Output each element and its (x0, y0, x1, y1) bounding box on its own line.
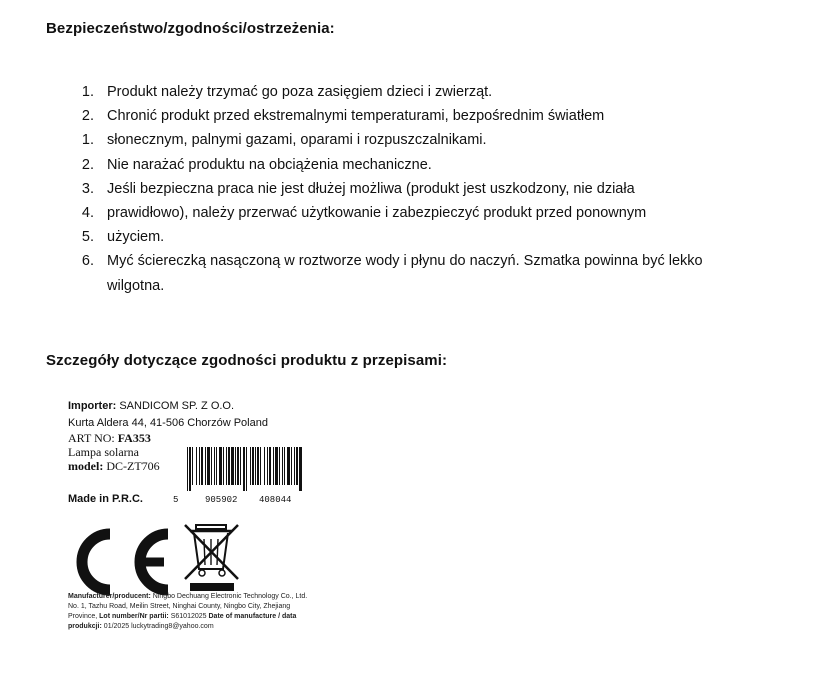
barcode-bar (299, 447, 302, 491)
barcode-bar (275, 447, 278, 485)
list-item (0, 274, 827, 298)
barcode-bar (264, 447, 265, 485)
barcode-bar (260, 447, 261, 485)
barcode-bar (291, 447, 292, 485)
barcode-bar (294, 447, 295, 485)
model-line (68, 459, 160, 474)
barcode-bar (228, 447, 230, 485)
barcode-bar (214, 447, 215, 485)
list-item-text: słonecznym, palnymi gazami, oparami i rozpuszczalnikami. (107, 132, 487, 149)
barcode-bar (207, 447, 210, 485)
barcode-right-digits: 408044 (259, 495, 292, 505)
barcode-bar (223, 447, 224, 485)
list-item (0, 225, 827, 249)
barcode-bar (226, 447, 227, 485)
barcode-bar (211, 447, 212, 485)
lot-key: Lot number/Nr partii: (99, 613, 169, 620)
barcode-bar (187, 447, 188, 491)
barcode-bar (231, 447, 234, 485)
list-item (0, 249, 827, 273)
manufacturer-value: Ningbo Dechuang Electronic Technology Co., Ltd. No. 1, Tazhu Road, Meilin Street, Ninghai County, Ningbo City, Zhejiang Province, (68, 593, 308, 620)
barcode-bar (269, 447, 271, 485)
barcode (173, 447, 303, 515)
list-item-number: 3. (81, 180, 94, 197)
barcode-bar (192, 447, 193, 485)
list-item-text: Jeśli bezpieczna praca nie jest dłużej możliwa (produkt jest uszkodzony, nie działa (107, 180, 635, 197)
barcode-bar (240, 447, 241, 485)
barcode-left-digits: 905902 (205, 495, 238, 505)
list-item (0, 80, 827, 104)
list-item (0, 201, 827, 225)
barcode-bar (216, 447, 217, 485)
compliance-heading: Szczegóły dotyczące zgodności produktu z przepisami: (46, 352, 448, 369)
barcode-bar (255, 447, 256, 485)
barcode-bar (282, 447, 283, 485)
barcode-bar (267, 447, 268, 485)
list-item-number: 4. (81, 204, 94, 221)
safety-heading: Bezpieczeństwo/zgodności/ostrzeżenia: (46, 20, 335, 37)
list-item (0, 153, 827, 177)
list-item (0, 177, 827, 201)
lot-value: S61012025 (170, 613, 207, 620)
barcode-bar (235, 447, 236, 485)
art-no-line (68, 431, 151, 446)
product-label (68, 400, 368, 660)
list-item-number: 2. (81, 156, 94, 173)
barcode-bar (205, 447, 206, 485)
date-key: Date of manufacture / data produkcji: (68, 613, 297, 630)
barcode-bar (257, 447, 259, 485)
list-item-text: Myć ściereczką nasączoną w roztworze wody i płynu do naczyń. Szmatka powinna być lekko (107, 253, 703, 270)
list-item (0, 104, 827, 128)
barcode-bar (219, 447, 222, 485)
list-item-text: Chronić produkt przed ekstremalnymi temperaturami, bezpośrednim światłem (107, 108, 605, 125)
importer-value: SANDICOM SP. Z O.O. (119, 400, 235, 412)
list-item-text: Nie narażać produktu na obciążenia mechaniczne. (107, 156, 432, 173)
list-item-number: 2. (81, 108, 94, 125)
barcode-bar (196, 447, 197, 485)
product-name: Lampa solarna (68, 445, 139, 459)
crossed-out-bin-icon (180, 517, 244, 597)
manufacturer-key: Manufacturer/producent: (68, 593, 151, 600)
list-item (0, 128, 827, 152)
list-item-text: wilgotna. (107, 277, 165, 294)
list-item-text: prawidłowo), należy przerwać użytkowanie i zabezpieczyć produkt przed ponownym (107, 204, 647, 221)
barcode-bar (284, 447, 285, 485)
barcode-bar (189, 447, 191, 491)
ce-mark-icon (60, 528, 175, 596)
list-item-number: 6. (81, 253, 94, 270)
safety-list (0, 80, 827, 298)
art-no-value: FA353 (117, 431, 151, 445)
barcode-bar (243, 447, 245, 491)
list-item-number: 5. (81, 229, 94, 246)
date-value: 01/2025 (103, 623, 130, 630)
model-value: DC-ZT706 (106, 459, 160, 473)
made-in: Made in P.R.C. (68, 493, 143, 505)
list-item-number: 1. (81, 132, 94, 149)
barcode-bar (250, 447, 251, 485)
list-item-text: Produkt należy trzymać go poza zasięgiem dzieci i zwierząt. (107, 84, 493, 100)
email: luckytrading8@yahoo.com (131, 623, 214, 630)
barcode-bar (201, 447, 203, 485)
barcode-first-digit: 5 (173, 495, 179, 505)
barcode-bar (246, 447, 247, 491)
manufacturer-info (68, 592, 308, 632)
barcode-bar (287, 447, 290, 485)
barcode-bar (279, 447, 280, 485)
barcode-bar (199, 447, 200, 485)
importer-address: Kurta Aldera 44, 41-506 Chorzów Poland (68, 417, 268, 429)
barcode-bar (273, 447, 274, 485)
barcode-bar (237, 447, 239, 485)
list-item-text: użyciem. (107, 229, 165, 246)
barcode-icon (187, 447, 303, 491)
art-no-key: ART NO: (68, 431, 115, 445)
importer-line (68, 400, 234, 412)
importer-key: Importer: (68, 400, 117, 412)
barcode-bar (296, 447, 298, 485)
barcode-bar (252, 447, 254, 485)
model-key: model: (68, 459, 104, 473)
list-item-number: 1. (81, 84, 94, 100)
